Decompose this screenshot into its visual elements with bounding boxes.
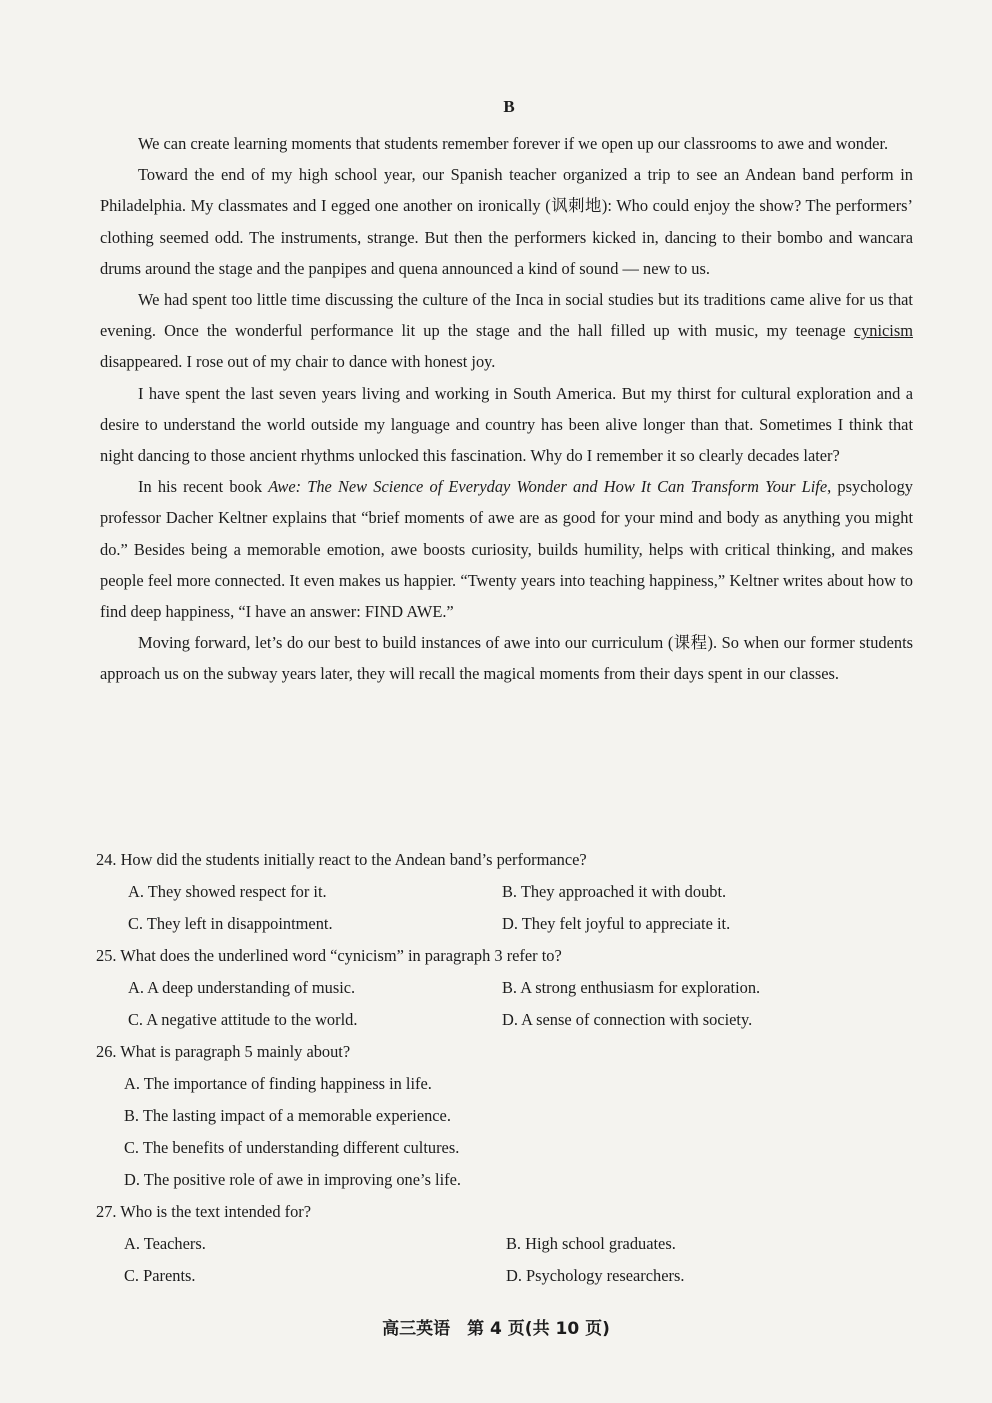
option-b: B. High school graduates. (506, 1234, 676, 1253)
question-stem: 26. What is paragraph 5 mainly about? (96, 1042, 351, 1061)
underlined-word: cynicism (853, 321, 913, 341)
question-26 (96, 1036, 916, 1196)
option-a: A. The importance of finding happiness in life. (124, 1074, 432, 1093)
paragraph-5-text-after: , psychology professor Dacher Keltner explains that “brief moments of awe are as good for your mind and body as anything you might do.” Besides being a memorable emotion, awe boosts curiosity, builds humility, helps with critical thinking, and makes people feel more connected. It even makes us happier. “Twenty years into teaching happiness,” Keltner writes about how to find deep happiness, “I have an answer: FIND AWE.” (100, 477, 913, 622)
option-c: C. Parents. (124, 1266, 196, 1285)
option-row (96, 908, 916, 940)
option-a: A. Teachers. (124, 1234, 206, 1253)
question-stem: 25. What does the underlined word “cynicism” in paragraph 3 refer to? (96, 946, 562, 965)
paragraph-5-text-before: In his recent book (138, 477, 269, 497)
option-d: D. A sense of connection with society. (502, 1010, 753, 1029)
option-d: D. Psychology researchers. (506, 1266, 685, 1285)
option-row (96, 1228, 916, 1260)
option-c: C. They left in disappointment. (128, 914, 333, 933)
paragraph-5 (100, 471, 913, 627)
option-b: B. A strong enthusiasm for exploration. (502, 978, 761, 997)
section-label: B (503, 97, 515, 116)
paragraph-3-text-before: We had spent too little time discussing the culture of the Inca in social studies but its traditions came alive for us that evening. Once the wonderful performance lit up the stage and the hall filled up with music, my teenage (100, 290, 913, 341)
option-a: A. A deep understanding of music. (128, 978, 356, 997)
paragraph-4: I have spent the last seven years living and working in South America. But my thirst for cultural exploration and a desire to understand the world outside my language and country has been alive longer than that. Sometimes I think that night dancing to those ancient rhythms unlocked this fascination. Why do I remember it so clearly decades later? (100, 383, 913, 466)
option-c: C. A negative attitude to the world. (128, 1010, 358, 1029)
question-24 (96, 844, 916, 940)
option-row (96, 1260, 916, 1292)
question-27 (96, 1196, 916, 1292)
option-b: B. They approached it with doubt. (502, 882, 727, 901)
option-row (96, 1004, 916, 1036)
question-stem: 27. Who is the text intended for? (96, 1202, 311, 1221)
option-d: D. The positive role of awe in improving one’s life. (124, 1170, 461, 1189)
option-a: A. They showed respect for it. (128, 882, 327, 901)
paragraph-1: We can create learning moments that students remember forever if we open up our classrooms to awe and wonder. (138, 134, 889, 153)
question-25 (96, 940, 916, 1036)
paragraph-3 (100, 284, 913, 378)
reading-passage (100, 128, 913, 690)
option-row (96, 972, 916, 1004)
option-b: B. The lasting impact of a memorable experience. (124, 1106, 451, 1125)
book-title: Awe: The New Science of Everyday Wonder and How It Can Transform Your Life (268, 477, 828, 497)
question-list (96, 844, 916, 1292)
page-footer: 高三英语 第 4 页(共 10 页) (382, 1319, 610, 1339)
paragraph-3-text-after: disappeared. I rose out of my chair to dance with honest joy. (100, 352, 496, 372)
option-d: D. They felt joyful to appreciate it. (502, 914, 731, 933)
paragraph-6: Moving forward, let’s do our best to build instances of awe into our curriculum (课程). So when our former students approach us on the subway years later, they will recall the magical moments from their days spent in our classes. (100, 633, 913, 684)
option-row (96, 876, 916, 908)
option-c: C. The benefits of understanding different cultures. (124, 1138, 460, 1157)
paragraph-2: Toward the end of my high school year, our Spanish teacher organized a trip to see an Andean band perform in Philadelphia. My classmates and I egged one another on ironically (讽刺地): Who could enjoy the show? The performers’ clothing seemed odd. The instruments, strange. But then the performers kicked in, dancing to their bombo and wancara drums around the stage and the panpipes and quena announced a kind of sound — new to us. (100, 165, 913, 278)
question-stem: 24. How did the students initially react to the Andean band’s performance? (96, 850, 587, 869)
